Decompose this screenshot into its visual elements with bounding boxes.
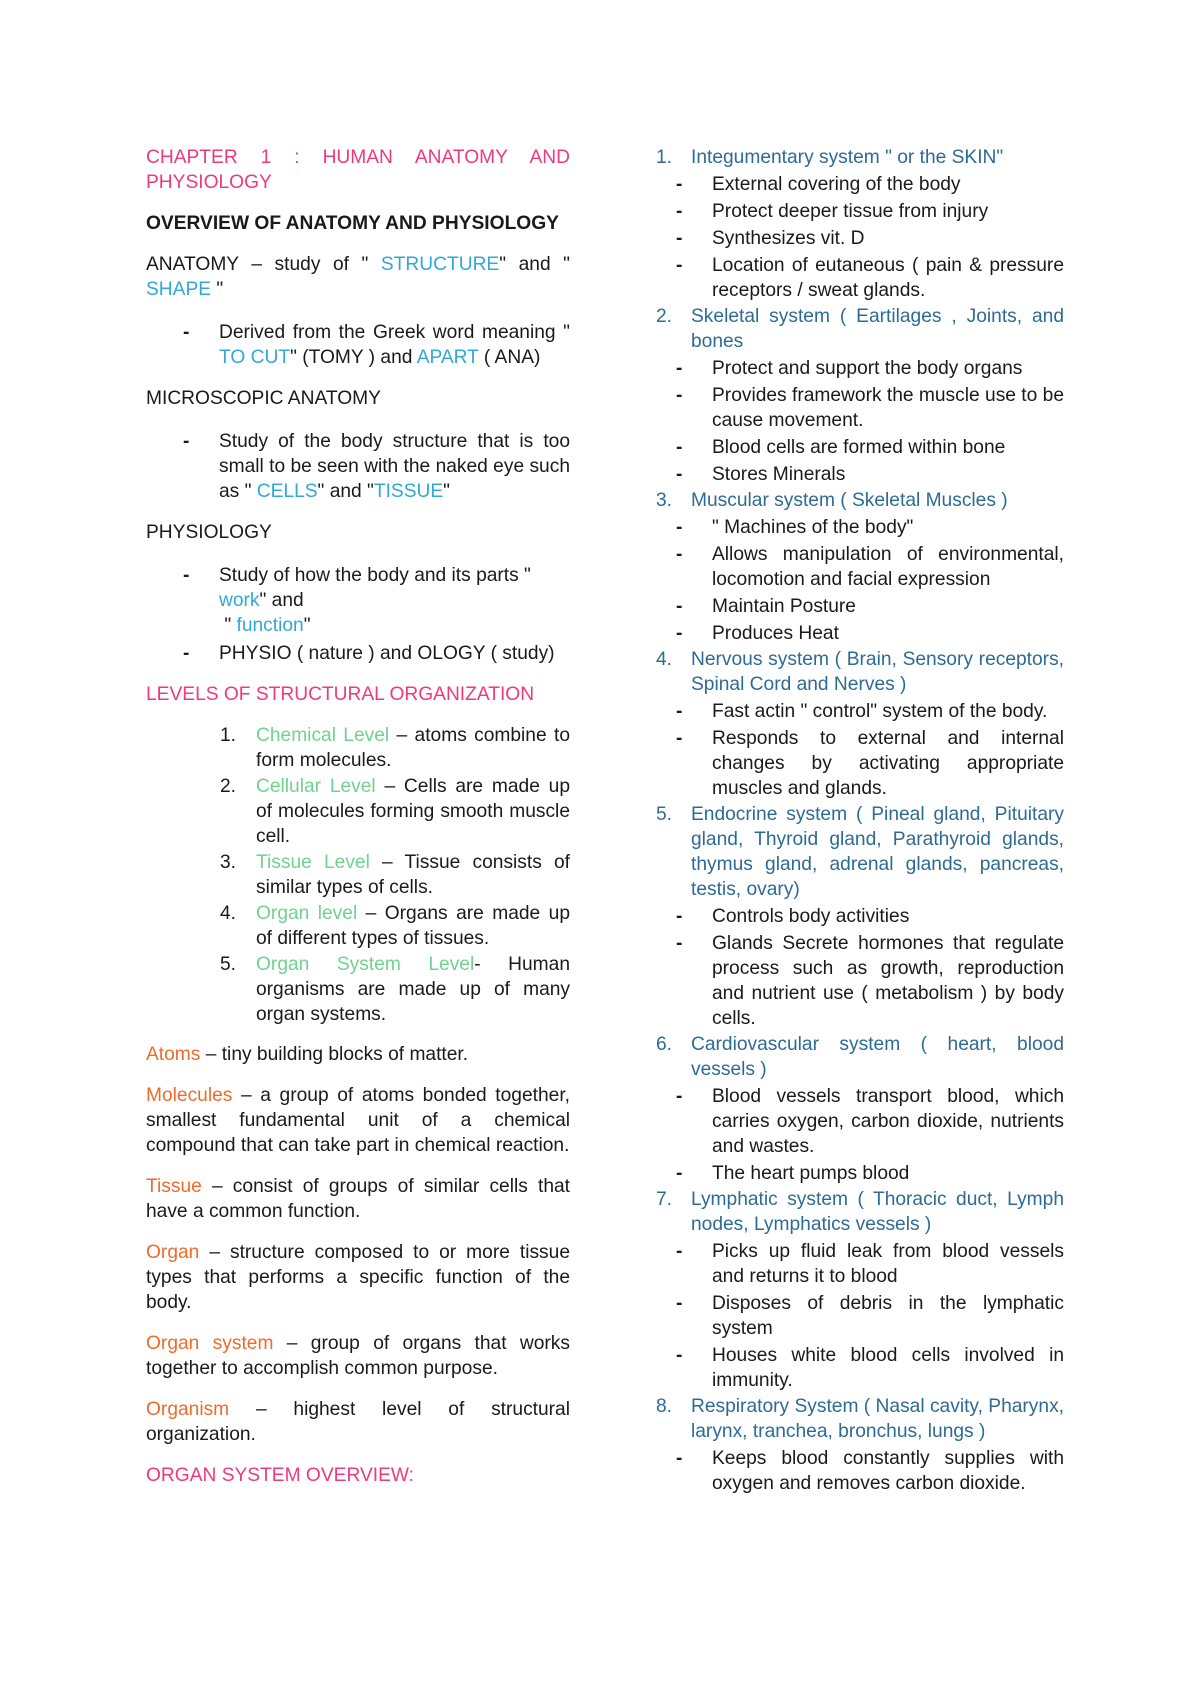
system-title [656,647,1064,697]
system-title [656,802,1064,902]
system-title-text: Muscular system ( Skeletal Muscles ) [691,490,1008,511]
system-bullet: - Responds to external and internal changes by activating appropriate muscles and glands. [656,726,1064,801]
system-number: 3. [656,490,673,511]
system-title [656,488,1064,513]
levels-heading: LEVELS OF STRUCTURAL ORGANIZATION [146,684,535,705]
system-bullet: - Synthesizes vit. D [656,226,1064,251]
system-bullet: - Produces Heat [656,621,1064,646]
system-title-text: Lymphatic system ( Thoracic duct, Lymph nodes, Lymphatics vessels ) [691,1189,1064,1235]
system-title-text: Respiratory System ( Nasal cavity, Pharynx, larynx, tranchea, bronchus, lungs ) [691,1396,1064,1442]
definition-molecules: Molecules – a group of atoms bonded together, smallest fundamental unit of a chemical compound that can take part in chemical reaction. [146,1085,570,1156]
system-title-text: Skeletal system ( Eartilages , Joints, and bones [691,306,1064,352]
overview-heading: OVERVIEW OF ANATOMY AND PHYSIOLOGY [146,213,559,234]
system-bullet: - External covering of the body [656,172,1064,197]
derived-bullet: - Derived from the Greek word meaning " TO CUT" (TOMY ) and APART ( ANA) [146,320,570,370]
definition-tissue: Tissue – consist of groups of similar cells that have a common function. [146,1176,570,1222]
system-title [656,145,1064,170]
system-bullet: - Fast actin " control" system of the body. [656,699,1064,724]
system-bullet: - Houses white blood cells involved in immunity. [656,1343,1064,1393]
system-number: 6. [656,1034,673,1055]
system-title [656,1394,1064,1444]
anatomy-definition: ANATOMY – study of " STRUCTURE" and " SHAPE " [146,254,570,300]
system-number: 4. [656,649,673,670]
definition-organ: Organ – structure composed to or more tissue types that performs a specific function of the body. [146,1242,570,1313]
system-bullet: - Disposes of debris in the lymphatic system [656,1291,1064,1341]
system-bullet: - Blood cells are formed within bone [656,435,1064,460]
system-title [656,304,1064,354]
system-bullet: - Blood vessels transport blood, which carries oxygen, carbon dioxide, nutrients and wastes. [656,1084,1064,1159]
system-bullet: - Maintain Posture [656,594,1064,619]
chapter-title: CHAPTER 1 : HUMAN ANATOMY AND PHYSIOLOGY [146,147,570,193]
system-number: 8. [656,1396,673,1417]
system-title [656,1187,1064,1237]
system-title-text: Nervous system ( Brain, Sensory receptors, Spinal Cord and Nerves ) [691,649,1064,695]
system-bullet: - Location of eutaneous ( pain & pressure receptors / sweat glands. [656,253,1064,303]
system-number: 2. [656,306,673,327]
system-bullet: - " Machines of the body" [656,515,1064,540]
system-bullet: - Glands Secrete hormones that regulate process such as growth, reproduction and nutrient use ( metabolism ) by body cells. [656,931,1064,1031]
system-bullet: - Controls body activities [656,904,1064,929]
system-bullet: - Keeps blood constantly supplies with oxygen and removes carbon dioxide. [656,1446,1064,1496]
system-bullet: - Protect and support the body organs [656,356,1064,381]
left-column [146,145,570,1488]
definition-organism: Organism – highest level of structural organization. [146,1399,570,1445]
system-title-text: Cardiovascular system ( heart, blood vessels ) [691,1034,1064,1080]
system-title-text: Integumentary system " or the SKIN" [691,147,1004,168]
level-item: 1. Chemical Level – atoms combine to form molecules. [220,725,570,771]
definition-atoms: Atoms – tiny building blocks of matter. [146,1044,469,1065]
definition-organ-system: Organ system – group of organs that works together to accomplish common purpose. [146,1333,570,1379]
system-number: 5. [656,804,673,825]
system-number: 1. [656,147,673,168]
system-bullet: - Allows manipulation of environmental, locomotion and facial expression [656,542,1064,592]
level-item: 3. Tissue Level – Tissue consists of similar types of cells. [220,852,570,898]
system-bullet: - Protect deeper tissue from injury [656,199,1064,224]
levels-list [146,723,570,1027]
system-bullet: - The heart pumps blood [656,1161,1064,1186]
system-bullet: - Provides framework the muscle use to be cause movement. [656,383,1064,433]
microscopic-bullet: - Study of the body structure that is too small to be seen with the naked eye such as " CELLS" and "TISSUE" [146,429,570,504]
right-column [656,145,1064,1496]
level-item: 5. Organ System Level- Human organisms are made up of many organ systems. [220,954,570,1025]
physiology-bullet-2: - PHYSIO ( nature ) and OLOGY ( study) [146,641,570,666]
physiology-heading: PHYSIOLOGY [146,522,272,543]
system-title-text: Endocrine system ( Pineal gland, Pituitary gland, Thyroid gland, Parathyroid glands, thymus gland, adrenal glands, pancreas, testis, ovary) [691,804,1064,900]
system-bullet: - Stores Minerals [656,462,1064,487]
physiology-bullet-1: - Study of how the body and its parts " work" and " function" [146,563,570,638]
organ-system-overview-heading: ORGAN SYSTEM OVERVIEW: [146,1465,414,1486]
level-item: 2. Cellular Level – Cells are made up of molecules forming smooth muscle cell. [220,776,570,847]
microscopic-anatomy-heading: MICROSCOPIC ANATOMY [146,388,381,409]
level-item: 4. Organ level – Organs are made up of different types of tissues. [220,903,570,949]
system-bullet: - Picks up fluid leak from blood vessels and returns it to blood [656,1239,1064,1289]
system-number: 7. [656,1189,673,1210]
system-title [656,1032,1064,1082]
